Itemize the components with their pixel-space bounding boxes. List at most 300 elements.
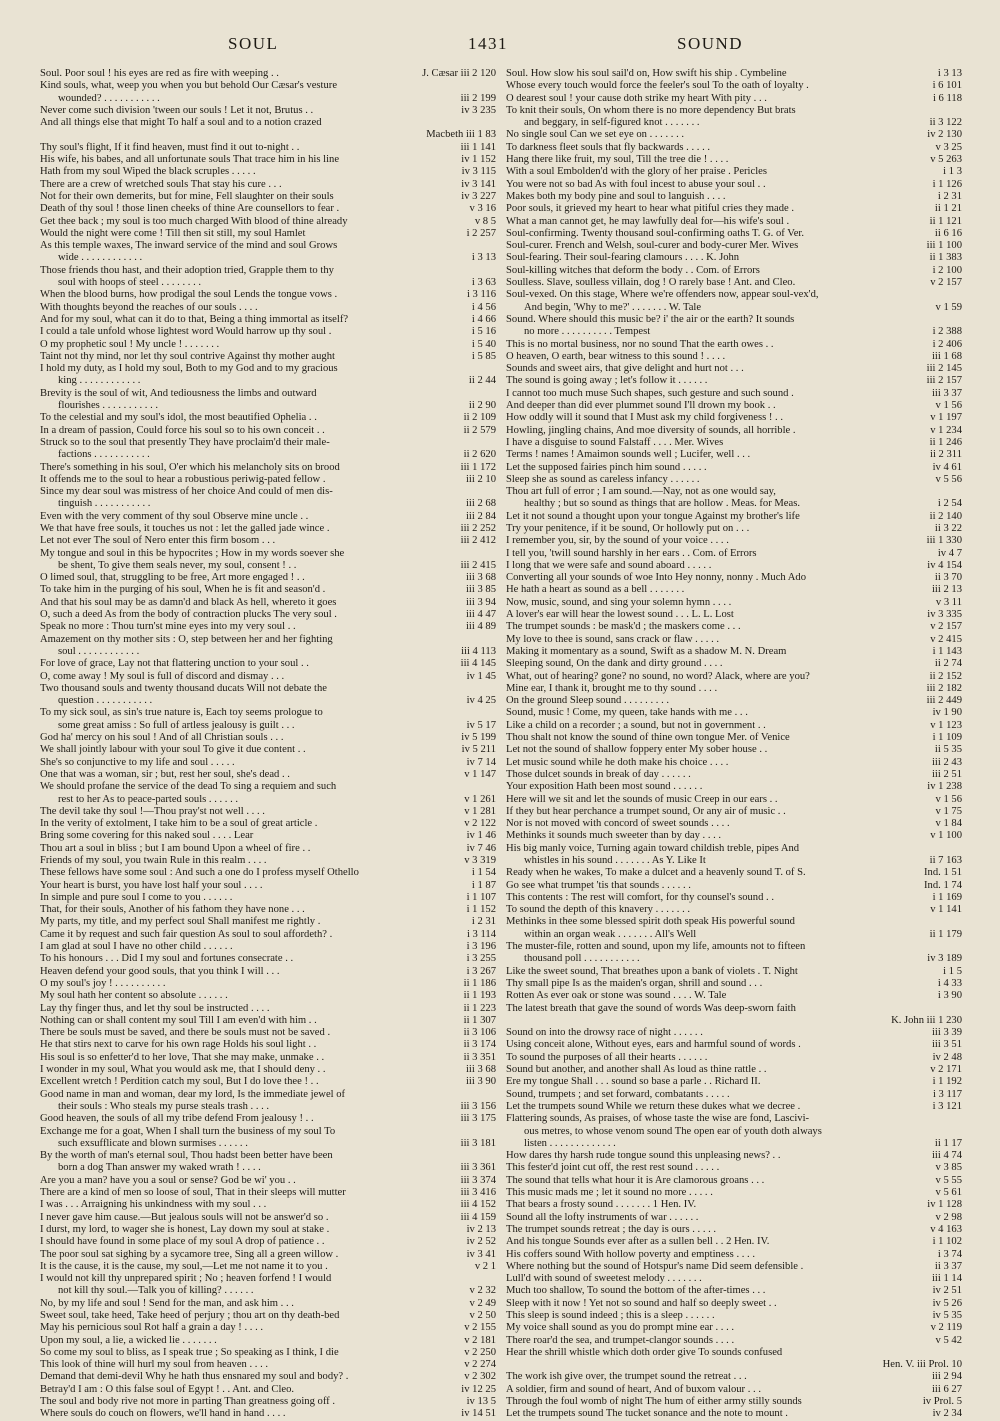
entry-reference: iii 4 145 [460, 658, 496, 670]
entry-line [40, 658, 496, 670]
entry-line [40, 880, 496, 892]
entry-quote: The soul and body rive not more in parting Than greatness going off . [40, 1396, 335, 1408]
entry-quote: factions . . . . . . . . . . . [58, 449, 150, 461]
entry-reference: i 3 267 [466, 965, 496, 977]
entry-quote: Let the trumpets sound While we return these dukes what we decree . [506, 1100, 801, 1112]
entry-line [506, 252, 962, 264]
entry-quote: Sleep she as sound as careless infancy . . . . . . [506, 473, 700, 485]
entry-line [506, 597, 962, 609]
entry-reference: iv 12 25 [461, 1383, 496, 1395]
entry-line [506, 179, 962, 191]
entry-reference: i 1 169 [932, 891, 962, 903]
entry-line [506, 117, 962, 129]
entry-quote: Would the night were come ! Till then sit still, my soul Hamlet [40, 227, 306, 239]
entry-line [40, 240, 496, 252]
entry-line [506, 363, 962, 375]
entry-reference: iii 1 172 [460, 461, 496, 473]
entry-quote: We should profane the service of the dead To sing a requiem and such [40, 781, 337, 793]
entry-quote: For love of grace, Lay not that flattering unction to your soul . . [40, 658, 309, 670]
entry-line [40, 1027, 496, 1039]
entry-quote: within an organ weak . . . . . . . All's Well [524, 928, 697, 940]
entry-quote: My love to thee is sound, sans crack or flaw . . . . . [506, 633, 720, 645]
entry-line [40, 609, 496, 621]
entry-line [506, 769, 962, 781]
entry-reference: iii 4 89 [465, 621, 496, 633]
entry-line [506, 1384, 962, 1396]
entry-reference: iii 3 361 [460, 1162, 496, 1174]
entry-reference: v 2 122 [464, 818, 496, 830]
entry-line [40, 1273, 496, 1285]
entry-reference: v 2 181 [464, 1334, 496, 1346]
entry-line [40, 1224, 496, 1236]
entry-quote: thousand poll . . . . . . . . . . . [524, 953, 640, 965]
entry-line [40, 1347, 496, 1359]
entry-quote: tinguish . . . . . . . . . . . [58, 498, 151, 510]
entry-line [40, 818, 496, 830]
entry-line [506, 1199, 962, 1211]
entry-quote: What a man cannot get, he may lawfully deal for—his wife's soul . [506, 215, 790, 227]
entry-quote: A soldier, firm and sound of heart, And of buxom valour . . . [506, 1383, 761, 1395]
entry-line [506, 277, 962, 289]
entry-quote: This sleep is sound indeed ; this is a sleep . . . . . . [506, 1309, 715, 1321]
entry-reference: iv 5 17 [466, 719, 496, 731]
entry-quote: Soul-curer. French and Welsh, soul-curer and body-curer Mer. Wives [506, 240, 799, 252]
entry-reference: v 1 59 [935, 301, 962, 313]
entry-quote: Kind souls, what, weep you when you but behold Our Cæsar's vesture [40, 80, 338, 92]
entry-reference: iii 1 100 [926, 240, 962, 252]
entry-line [40, 707, 496, 719]
entry-reference: i 3 90 [937, 990, 962, 1002]
entry-line [40, 462, 496, 474]
entry-quote: Soul-vexed. On this stage, Where we're offenders now, appear soul-vex'd, [506, 289, 819, 301]
entry-line [506, 707, 962, 719]
entry-reference: v 1 75 [935, 805, 962, 817]
entry-quote: Lull'd with sound of sweetest melody . . . . . . . [506, 1273, 702, 1285]
entry-reference: iv 3 141 [461, 178, 496, 190]
entry-quote: Makes both my body pine and soul to languish . . . . [506, 190, 726, 202]
entry-line [40, 363, 496, 375]
entry-line [40, 892, 496, 904]
entry-reference: ii 6 16 [934, 227, 962, 239]
entry-line [506, 830, 962, 842]
entry-line [40, 1371, 496, 1383]
entry-quote: His soul is so enfetter'd to her love, That she may make, unmake . . [40, 1051, 325, 1063]
entry-quote: This is no mortal business, nor no sound That the earth owes . . [506, 338, 774, 350]
entry-quote: To take him in the purging of his soul, When he is fit and season'd . [40, 584, 326, 596]
entry-reference: ii 3 22 [934, 522, 962, 534]
entry-quote: You were not so bad As with foul incest to abuse your soul . . [506, 178, 766, 190]
entry-quote: listen . . . . . . . . . . . . . [524, 1137, 616, 1149]
entry-reference: iii 1 330 [926, 535, 962, 547]
entry-line [40, 794, 496, 806]
entry-reference: i 3 13 [471, 252, 496, 264]
entry-line [40, 634, 496, 646]
entry-reference: v 1 56 [935, 400, 962, 412]
entry-quote: Thou art full of error ; I am sound.—Nay, not as one would say, [506, 486, 776, 498]
entry-line [506, 154, 962, 166]
entry-quote: flourishes . . . . . . . . . . . [58, 400, 159, 412]
entry-quote: We that have free souls, it touches us not : let the galled jade wince . [40, 522, 330, 534]
entry-quote: I cannot too much muse Such shapes, such gesture and such sound . [506, 387, 794, 399]
entry-line [40, 277, 496, 289]
entry-reference: ii 2 44 [468, 375, 496, 387]
entry-reference: iv 4 7 [937, 547, 962, 559]
entry-quote: I long that we were safe and sound aboard . . . . . [506, 559, 712, 571]
entry-reference: v 1 123 [930, 719, 962, 731]
left-column [40, 68, 496, 1420]
entry-reference: ii 1 246 [929, 436, 962, 448]
entry-quote: Excellent wretch ! Perdition catch my soul, But I do love thee ! . . [40, 1076, 319, 1088]
entry-line [506, 1273, 962, 1285]
entry-reference: iv 3 227 [461, 190, 496, 202]
entry-line [40, 1310, 496, 1322]
entry-quote: The latest breath that gave the sound of words Was deep-sworn faith [506, 1002, 796, 1014]
entry-reference: v 1 141 [930, 904, 962, 916]
entry-line [506, 1359, 962, 1371]
entry-quote: Howling, jingling chains, And moe diversity of sounds, all horrible . [506, 424, 796, 436]
entry-line [506, 806, 962, 818]
entry-quote: If they but hear perchance a trumpet sound, Or any air of music . . [506, 805, 786, 817]
entry-line [506, 1347, 962, 1359]
entry-reference: i 1 54 [471, 867, 496, 879]
entry-line [40, 203, 496, 215]
entry-quote: There roar'd the sea, and trumpet-clangor sounds . . . . [506, 1334, 735, 1346]
entry-reference: Macbeth iii 1 83 [426, 129, 496, 141]
entry-quote: Your heart is burst, you have lost half your soul . . . . [40, 879, 263, 891]
entry-quote: How oddly will it sound that I Must ask my child forgiveness ! . . [506, 412, 783, 424]
entry-quote: In the verity of extolment, I take him to be a soul of great article . [40, 818, 318, 830]
entry-reference: ii 1 17 [934, 1137, 962, 1149]
entry-line [40, 1261, 496, 1273]
entry-line [506, 93, 962, 105]
entry-reference: v 3 25 [935, 141, 962, 153]
entry-reference: iv 4 25 [466, 695, 496, 707]
entry-reference: i 6 101 [932, 80, 962, 92]
entry-line [40, 1298, 496, 1310]
entry-line [40, 1039, 496, 1051]
entry-reference: iii 3 181 [460, 1137, 496, 1149]
entry-reference: v 5 61 [935, 1187, 962, 1199]
entry-reference: i 1 107 [466, 891, 496, 903]
entry-reference: i 2 31 [937, 190, 962, 202]
entry-reference: iii 4 159 [460, 1211, 496, 1223]
entry-quote: Demand that demi-devil Why he hath thus ensnared my soul and body? . [40, 1371, 349, 1383]
entry-line [506, 1089, 962, 1101]
entry-quote: ous metres, to whose venom sound The open ear of youth doth always [524, 1125, 822, 1137]
entry-line [40, 757, 496, 769]
entry-reference: v 5 263 [930, 154, 962, 166]
entry-quote: I would not kill thy unprepared spirit ; No ; heaven forfend ! I would [40, 1273, 332, 1285]
entry-quote: These fellows have some soul : And such a one do I profess myself Othello [40, 867, 359, 879]
entry-reference: v 2 155 [464, 1322, 496, 1334]
entry-line [506, 1310, 962, 1322]
entry-quote: My tongue and soul in this be hypocrites ; How in my words soever she [40, 547, 345, 559]
entry-quote: Soul-confirming. Twenty thousand soul-confirming oaths T. G. of Ver. [506, 227, 805, 239]
entry-quote: That, for their souls, Another of his fathom they have none . . . [40, 904, 305, 916]
entry-quote: The devil take thy soul !—Thou pray'st not well . . . . [40, 805, 265, 817]
entry-line [506, 437, 962, 449]
entry-line [40, 314, 496, 326]
entry-line [506, 400, 962, 412]
entry-line [506, 1003, 962, 1015]
entry-line [506, 240, 962, 252]
entry-quote: Making it momentary as a sound, Swift as a shadow M. N. Dream [506, 645, 787, 657]
entry-reference: ii 2 620 [463, 449, 496, 461]
entry-line [40, 302, 496, 314]
entry-line [506, 388, 962, 400]
entry-reference: ii 2 90 [468, 400, 496, 412]
entry-quote: be shent, To give them seals never, my soul, consent ! . . [58, 559, 297, 571]
entry-quote: To my sick soul, as sin's true nature is, Each toy seems prologue to [40, 707, 323, 719]
entry-line [506, 929, 962, 941]
entry-quote: Sound but another, and another shall As loud as thine rattle . . [506, 1064, 767, 1076]
entry-reference: i 2 54 [937, 498, 962, 510]
entry-line [506, 339, 962, 351]
entry-quote: There are a kind of men so loose of soul, That in their sleeps will mutter [40, 1187, 346, 1199]
entry-reference: ii 2 152 [929, 670, 962, 682]
entry-quote: Using conceit alone, Without eyes, ears and harmful sound of words . [506, 1039, 801, 1051]
entry-line [40, 1064, 496, 1076]
entry-line [40, 474, 496, 486]
entry-quote: Friends of my soul, you twain Rule in this realm . . . . [40, 855, 267, 866]
entry-line [40, 252, 496, 264]
entry-reference: K. John iii 1 230 [891, 1014, 962, 1026]
entry-line [506, 1113, 962, 1125]
entry-quote: Thou art a soul in bliss ; but I am bound Upon a wheel of fire . . [40, 842, 311, 854]
entry-line [40, 265, 496, 277]
entry-line [506, 1298, 962, 1310]
entry-line [40, 953, 496, 965]
entry-quote: Thou shalt not know the sound of thine own tongue Mer. of Venice [506, 732, 790, 744]
entry-line [40, 916, 496, 928]
entry-line [506, 880, 962, 892]
entry-reference: i 1 192 [932, 1076, 962, 1088]
entry-quote: wide . . . . . . . . . . . . [58, 252, 143, 264]
entry-quote: Let not ever The soul of Nero enter this firm bosom . . . [40, 535, 276, 547]
entry-reference: iv 7 14 [466, 756, 496, 768]
entry-quote: Two thousand souls and twenty thousand ducats Will not debate the [40, 682, 327, 694]
entry-quote: their souls : Who steals my purse steals trash . . . . [58, 1100, 270, 1112]
entry-line [40, 744, 496, 756]
entry-quote: Try your penitence, if it be sound, Or hollowly put on . . . [506, 522, 750, 534]
entry-line [506, 1076, 962, 1088]
entry-quote: Terms ! names ! Amaimon sounds well ; Lucifer, well . . . [506, 449, 751, 461]
entry-line [506, 867, 962, 879]
entry-line [506, 80, 962, 92]
entry-quote: The sound is going away ; let's follow it . . . . . . [506, 375, 708, 387]
header-right-keyword: SOUND [677, 34, 744, 53]
entry-line [40, 732, 496, 744]
entry-line [506, 412, 962, 424]
entry-line [40, 326, 496, 338]
entry-reference: ii 3 70 [934, 572, 962, 584]
entry-quote: Even with the very comment of thy soul Observe mine uncle . . [40, 510, 309, 522]
entry-line [506, 1126, 962, 1138]
entry-reference: i 2 257 [466, 227, 496, 239]
entry-line [506, 1175, 962, 1187]
entry-quote: Ready when he wakes, To make a dulcet and a heavenly sound T. of S. [506, 867, 806, 879]
entry-quote: One that was a woman, sir ; but, rest her soul, she's dead . . [40, 768, 290, 780]
entry-line [506, 1052, 962, 1064]
entry-reference: iii 2 415 [460, 559, 496, 571]
entry-line [40, 154, 496, 166]
entry-line [506, 609, 962, 621]
entry-reference: i 3 74 [937, 1248, 962, 1260]
entry-line [40, 1076, 496, 1088]
entry-line [40, 228, 496, 240]
entry-reference: iii 3 51 [931, 1039, 962, 1051]
entry-line [40, 646, 496, 658]
entry-quote: Soul. How slow his soul sail'd on, How swift his ship . Cymbeline [506, 68, 787, 79]
entry-quote: Those dulcet sounds in break of day . . . . . . [506, 768, 691, 780]
entry-quote: and beggary, in self-figured knot . . . . . . . [524, 117, 700, 129]
entry-line [40, 93, 496, 105]
entry-reference: iv 1 238 [927, 781, 962, 793]
entry-line [40, 597, 496, 609]
entry-quote: A lover's ear will hear the lowest sound . . . L. L. Lost [506, 609, 734, 621]
entry-line [40, 1162, 496, 1174]
entry-line [40, 400, 496, 412]
entry-line [40, 1322, 496, 1334]
entry-line [506, 68, 962, 80]
entry-quote: With a soul Embolden'd with the glory of her praise . Pericles [506, 166, 767, 178]
entry-line [40, 855, 496, 867]
entry-reference: iii 3 68 [465, 572, 496, 584]
entry-quote: no more . . . . . . . . . . Tempest [524, 326, 651, 338]
entry-quote: healthy ; but so sound as things that are hollow . Meas. for Meas. [524, 498, 800, 510]
entry-quote: Let not the sound of shallow foppery enter My sober house . . [506, 744, 768, 756]
entry-reference: J. Cæsar iii 2 120 [422, 68, 496, 79]
entry-line [506, 843, 962, 855]
entry-line [506, 953, 962, 965]
entry-quote: I could a tale unfold whose lightest word Would harrow up thy soul . [40, 326, 332, 338]
entry-reference: i 1 109 [932, 732, 962, 744]
entry-quote: O my soul's joy ! . . . . . . . . . . [40, 977, 166, 989]
entry-reference: iv 5 199 [461, 732, 496, 744]
entry-line [506, 228, 962, 240]
entry-reference: i 3 116 [466, 289, 496, 301]
entry-line [40, 781, 496, 793]
entry-reference: iv 2 13 [466, 1223, 496, 1235]
entry-line [506, 646, 962, 658]
entry-reference: i 4 56 [471, 301, 496, 313]
entry-quote: This music mads me ; let it sound no more . . . . . [506, 1187, 713, 1199]
entry-quote: His coffers sound With hollow poverty and emptiness . . . . [506, 1248, 755, 1260]
entry-line [40, 179, 496, 191]
entry-line [40, 388, 496, 400]
entry-reference: i 4 66 [471, 313, 496, 325]
entry-reference: ii 3 106 [463, 1027, 496, 1039]
entry-reference: ii 7 163 [929, 855, 962, 866]
entry-reference: ii 2 140 [929, 510, 962, 522]
entry-line [40, 769, 496, 781]
entry-line [506, 1138, 962, 1150]
entry-quote: And that his soul may be as damn'd and black As hell, whereto it goes [40, 596, 337, 608]
entry-quote: She's so conjunctive to my life and soul . . . . . [40, 756, 235, 768]
entry-quote: Thy small pipe Is as the maiden's organ, shrill and sound . . . [506, 977, 763, 989]
entry-reference: v 5 56 [935, 473, 962, 485]
entry-reference: v 1 84 [935, 818, 962, 830]
entry-line [506, 375, 962, 387]
entry-quote: And deeper than did ever plummet sound I'll drown my book . . [506, 400, 776, 412]
entry-quote: We shall jointly labour with your soul To give it due content . . [40, 744, 306, 756]
entry-reference: v 2 250 [464, 1346, 496, 1358]
entry-reference: i 1 5 [943, 965, 962, 977]
entry-quote: It is the cause, it is the cause, my soul,—Let me not name it to you . [40, 1260, 328, 1272]
entry-reference: iv 7 46 [466, 842, 496, 854]
entry-line [40, 1187, 496, 1199]
entry-quote: No, by my life and soul ! Send for the man, and ask him . . . [40, 1297, 294, 1309]
entry-line [506, 572, 962, 584]
entry-line [506, 1064, 962, 1076]
entry-line [40, 142, 496, 154]
entry-reference: v 2 157 [930, 621, 962, 633]
entry-reference: iv 1 45 [466, 670, 496, 682]
entry-line [40, 129, 496, 141]
entry-quote: Never come such division 'tween our souls ! Let it not, Brutus . . [40, 104, 314, 116]
entry-reference: iii 2 13 [931, 584, 962, 596]
entry-quote: Let music sound while he doth make his choice . . . . [506, 756, 729, 768]
entry-line [40, 695, 496, 707]
entry-line [40, 1236, 496, 1248]
entry-line [506, 535, 962, 547]
entry-reference: ii 2 74 [934, 658, 962, 670]
entry-line [506, 326, 962, 338]
entry-reference: iv 3 335 [927, 609, 962, 621]
entry-reference: iv 3 115 [461, 166, 496, 178]
entry-quote: How dares thy harsh rude tongue sound this unpleasing news? . . [506, 1150, 781, 1162]
entry-quote: Sound, trumpets ; and set forward, combatants . . . . . [506, 1088, 730, 1100]
entry-quote: And for my soul, what can it do to that, Being a thing immortal as itself? [40, 313, 349, 325]
entry-line [40, 166, 496, 178]
entry-quote: O my prophetic soul ! My uncle ! . . . . . . . [40, 338, 220, 350]
entry-line [506, 1335, 962, 1347]
entry-line [506, 892, 962, 904]
entry-line [506, 978, 962, 990]
entry-line [506, 289, 962, 301]
entry-reference: ii 3 351 [463, 1051, 496, 1063]
entry-quote: May his pernicious soul Rot half a grain a day ! . . . . [40, 1322, 264, 1334]
entry-reference: i 3 196 [466, 941, 496, 953]
entry-quote: Rotten As ever oak or stone was sound . . . . W. Tale [506, 990, 727, 1002]
entry-reference: iv 2 52 [466, 1236, 496, 1248]
entry-line [506, 1039, 962, 1051]
entry-line [506, 548, 962, 560]
entry-reference: iii 4 152 [460, 1199, 496, 1211]
entry-reference: iii 4 113 [461, 645, 496, 657]
entry-quote: Upon my soul, a lie, a wicked lie . . . . . . . [40, 1334, 217, 1346]
entry-line [506, 794, 962, 806]
entry-line [40, 498, 496, 510]
entry-reference: iv 14 51 [461, 1408, 496, 1420]
entry-line [506, 203, 962, 215]
entry-line [40, 105, 496, 117]
entry-quote: Taint not thy mind, nor let thy soul contrive Against thy mother aught [40, 350, 335, 362]
entry-reference: iv 3 189 [927, 953, 962, 965]
entry-line [506, 166, 962, 178]
entry-reference: v 2 1 [474, 1260, 496, 1272]
entry-reference: iv 13 5 [466, 1396, 496, 1408]
entry-reference: iii 3 374 [460, 1174, 496, 1186]
entry-quote: In simple and pure soul I come to you . . . . . . [40, 891, 233, 903]
entry-reference: v 1 56 [935, 793, 962, 805]
entry-quote: Let the supposed fairies pinch him sound . . . . . [506, 461, 707, 473]
entry-line [506, 474, 962, 486]
entry-line [506, 498, 962, 510]
entry-reference: ii 1 383 [929, 252, 962, 264]
entry-line [506, 1236, 962, 1248]
entry-line [40, 830, 496, 842]
